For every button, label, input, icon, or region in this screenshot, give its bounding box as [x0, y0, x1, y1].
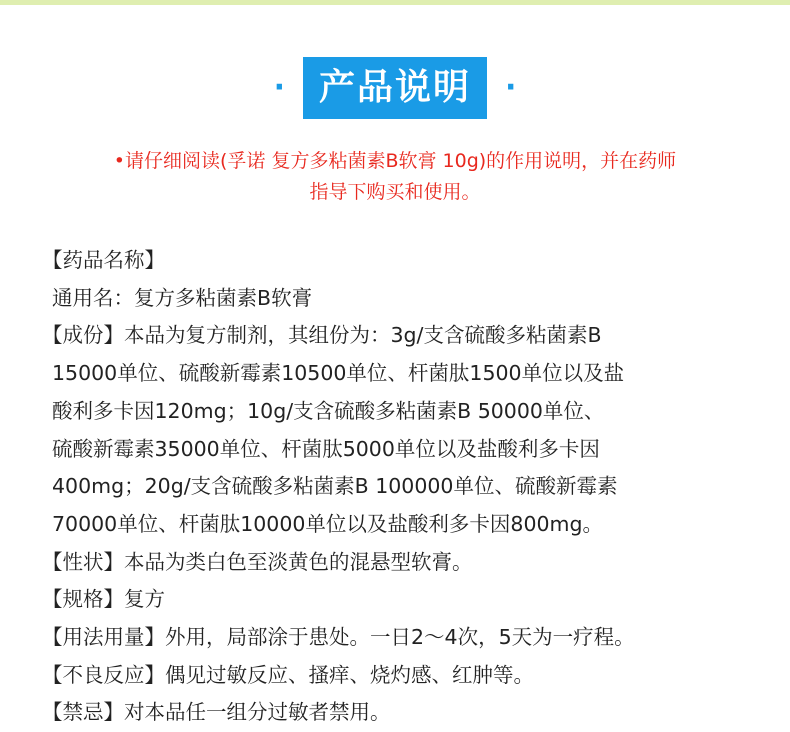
ingredients-line: 硫酸新霉素35000单位、杆菌肽5000单位以及盐酸利多卡因	[52, 436, 600, 461]
usage-line: 【用法用量】外用，局部涂于患处。一日2～4次，5天为一疗程。	[42, 625, 635, 650]
page-title: 产品说明	[303, 57, 487, 119]
generic-name: 通用名：复方多粘菌素B软膏	[52, 285, 313, 310]
ingredients-line: 400mg；20g/支含硫酸多粘菌素B 100000单位、硫酸新霉素	[52, 474, 618, 499]
drug-info	[42, 242, 762, 732]
ingredients-line: 15000单位、硫酸新霉素10500单位、杆菌肽1500单位以及盐	[52, 361, 625, 386]
contraindications-line: 【禁忌】对本品任一组分过敏者禁用。	[42, 700, 391, 725]
specification-line: 【规格】复方	[42, 587, 165, 612]
drug-name-heading: 【药品名称】	[42, 248, 165, 272]
title-dot-left: ·	[273, 70, 285, 105]
title-banner	[0, 57, 790, 119]
reading-notice	[40, 146, 750, 208]
ingredients-line: 酸利多卡因120mg；10g/支含硫酸多粘菌素B 50000单位、	[52, 398, 605, 423]
adverse-reactions-line: 【不良反应】偶见过敏反应、搔痒、烧灼感、红肿等。	[42, 662, 534, 687]
ingredients-line: 70000单位、杆菌肽10000单位以及盐酸利多卡因800mg。	[52, 511, 604, 536]
title-dot-right: ·	[505, 70, 517, 105]
top-border	[0, 0, 790, 5]
ingredients-line: 【成份】本品为复方制剂，其组份为：3g/支含硫酸多粘菌素B	[42, 323, 602, 348]
notice-line-2: 指导下购买和使用。	[309, 181, 481, 203]
notice-line-1: •请仔细阅读(孚诺 复方多粘菌素B软膏 10g)的作用说明，并在药师	[113, 150, 677, 172]
character-line: 【性状】本品为类白色至淡黄色的混悬型软膏。	[42, 549, 473, 574]
